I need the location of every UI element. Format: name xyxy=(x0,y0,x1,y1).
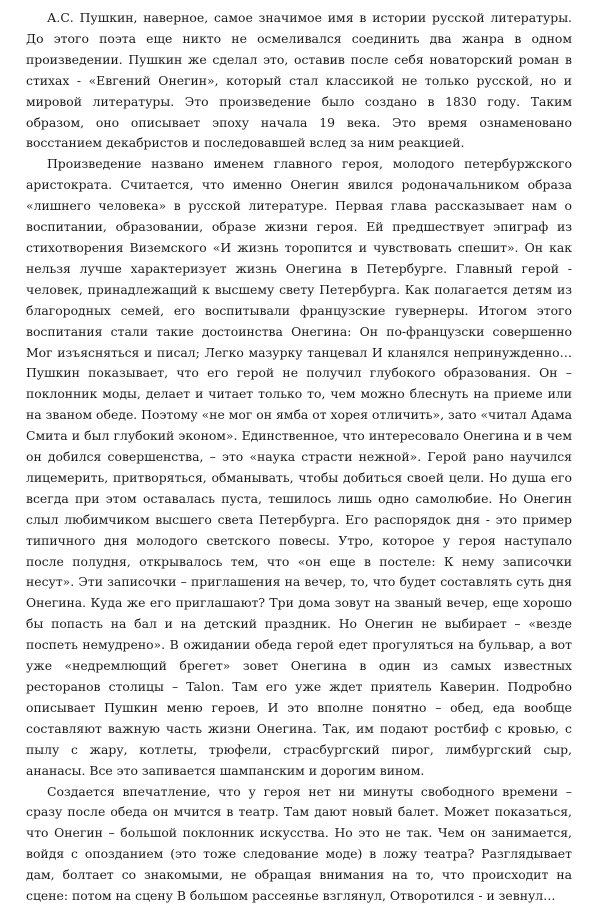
paragraph-hero-description: Произведение названо именем главного героя, молодого петербуржского аристократа. Считается, что именно Онегин явился родоначальником образа «лишнего человека» в русской литературе. Первая глава рассказывает нам о воспитании, образовании, образе жизни героя. Ей предшествует эпиграф из стихотворения Виземского «И жизнь торопится и чувствовать спешит». Он как нельзя лучше характеризует жизнь Онегина в Петербурге. Главный герой - человек, принадлежащий к высшему свету Петербурга. Как полагается детям из благородных семей, его воспитывали французские гувернеры. Итогом этого воспитания стали такие достоинства Онегина: Он по-французски совершенно Мог изъясняться и писал; Легко мазурку танцевал И кланялся непринужденно… Пушкин показывает, что его герой не получил глубокого образования. Он – поклонник моды, делает и читает только то, чем можно блеснуть на приеме или на званом обеде. Поэтому «не мог он ямба от хорея отличить», зато «читал Адама Смита и был глубокий эконом». Единственное, что интересовало Онегина и в чем он добился совершенства, – это «наука страсти нежной». Герой рано научился лицемерить, притворяться, обманывать, чтобы добиться своей цели. Но душа его всегда при этом оставалась пуста, тешилось лишь одно самолюбие. Но Онегин слыл любимчиком высшего света Петербурга. Его распорядок дня - это пример типичного дня молодого светского повесы. Утро, которое у героя наступало после полудня, открывалось тем, что «он еще в постеле: К нему записочки несут». Эти записочки – приглашения на вечер, то, что будет составлять суть дня Онегина. Куда же его приглашают? Три дома зовут на званый вечер, еще хорошо бы попасть на бал и на детский праздник. Но Онегин не выбирает – «везде поспеть немудрено». В ожидании обеда герой едет прогуляться на бульвар, а вот уже «недремлющий брегет» зовет Онегина в один из самых известных ресторанов столицы – Talon. Там его уже ждет приятель Каверин. Подробно описывает Пушкин меню героев, И это вполне понятно – обед, еда вообще составляют важную часть жизни Онегина. Так, им подают ростбиф с кровью, с пылу с жару, котлеты, трюфели, страсбургский пирог, лимбургский сыр, ананасы. Все это запивается шампанским и дорогим вином. xyxy=(26,156,572,778)
paragraph-introduction: А.С. Пушкин, наверное, самое значимое имя в истории русской литературы. До этого поэта еще никто не осмеливался соединить два жанра в одном произведении. Пушкин же сделал это, оставив после себя новаторский роман в стихах - «Евгений Онегин», который стал классикой не только русской, но и мировой литературы. Это произведение было создано в 1830 году. Таким образом, оно описывает эпоху начала 19 века. Это время ознаменовано восстанием декабристов и последовавшей вслед за ним реакцией. xyxy=(26,10,572,151)
document-page xyxy=(26,8,572,907)
paragraph-theatre: Создается впечатление, что у героя нет ни минуты свободного времени – сразу после обеда он мчится в театр. Там дают новый балет. Может показаться, что Онегин – большой поклонник искусства. Но это не так. Чем он занимается, войдя с опозданием (это тоже следование моде) в ложу театра? Разглядывает дам, болтает со знакомыми, не обращая внимания на то, что происходит на сцене: потом на сцену В большом рассеянье взглянул, Отворотился - и зевнул… xyxy=(26,783,572,904)
